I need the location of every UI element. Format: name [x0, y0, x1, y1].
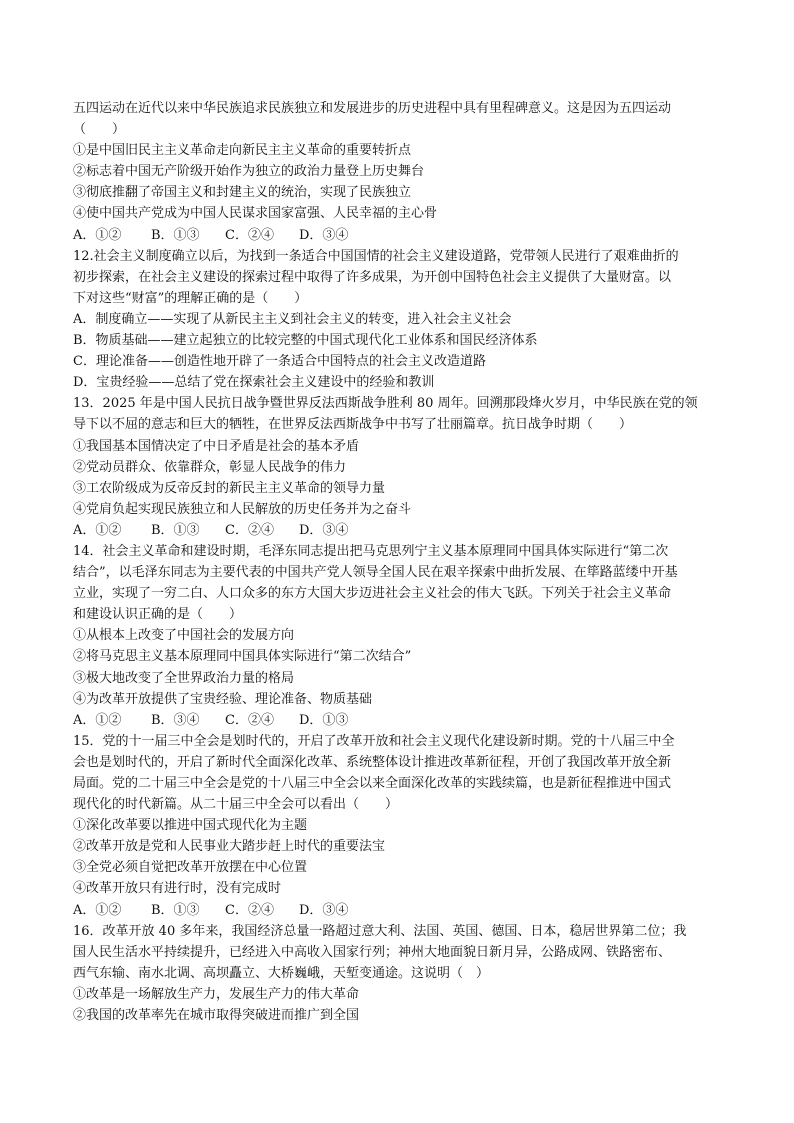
question-stem-line: 会也是划时代的，开启了新时代全面深化改革、系统整体设计推进改革新征程，开创了我国改革开放全新: [73, 754, 672, 770]
statement-3: ③极大地改变了全世界政治力量的格局: [73, 670, 295, 686]
statement-2: ②将马克思主义基本原理同中国具体实际进行“第二次结合”: [73, 649, 412, 665]
option-d[interactable]: D．③④: [299, 522, 349, 538]
answer-options: [73, 710, 725, 731]
question-13: [73, 393, 725, 541]
exam-page: [73, 98, 725, 1026]
statement-3: ③全党必须自觉把改革开放摆在中心位置: [73, 860, 308, 876]
option-c[interactable]: C．理论准备——创造性地开辟了一条适合中国特点的社会主义改造道路: [73, 354, 486, 370]
statement-4: ④为改革开放提供了宝贵经验、理论准备、物质基础: [73, 691, 373, 707]
answer-options: [73, 225, 725, 246]
statement-4: ④改革开放只有进行时，没有完成时: [73, 881, 282, 897]
question-stem-line: 15．党的十一届三中全会是划时代的，开启了改革开放和社会主义现代化建设新时期。党的十八届三中全: [73, 733, 675, 749]
option-b[interactable]: B．①③: [151, 227, 200, 243]
question-stem-line: 12.社会主义制度确立以后，为找到一条适合中国国情的社会主义建设道路，党带领人民进行了艰难曲折的: [73, 248, 679, 264]
statement-4: ④使中国共产党成为中国人民谋求国家富强、人民幸福的主心骨: [73, 206, 438, 222]
option-a[interactable]: A．①②: [73, 712, 122, 728]
option-a[interactable]: A．制度确立——实现了从新民主主义到社会主义的转变，进入社会主义社会: [73, 311, 512, 327]
statement-1: ①深化改革要以推进中国式现代化为主题: [73, 818, 308, 834]
option-c[interactable]: C．②④: [225, 902, 274, 918]
question-stem-line: （ ）: [73, 122, 126, 138]
option-a[interactable]: A．①②: [73, 522, 122, 538]
statement-2: ②标志着中国无产阶级开始作为独立的政治力量登上历史舞台: [73, 164, 425, 180]
option-c[interactable]: C．②④: [225, 522, 274, 538]
statement-3: ③工农阶级成为反帝反封的新民主主义革命的领导力量: [73, 480, 386, 496]
option-b[interactable]: B．物质基础——建立起独立的比较完整的中国式现代化工业体系和国民经济体系: [73, 333, 538, 349]
question-stem-line: 16．改革开放 40 多年来，我国经济总量一路超过意大利、法国、英国、德国、日本，稳居世界第二位；我: [73, 923, 687, 939]
question-stem-line: 导下以不屈的意志和巨大的牺牲，在世界反法西斯战争中书写了壮丽篇章。抗日战争时期（ ）: [73, 417, 633, 433]
statement-1: ①改革是一场解放生产力，发展生产力的伟大革命: [73, 986, 360, 1002]
statement-1: ①是中国旧民主主义革命走向新民主主义革命的重要转折点: [73, 143, 412, 159]
question-12: [73, 246, 725, 394]
question-16: [73, 921, 725, 1026]
option-b[interactable]: B．①③: [151, 522, 200, 538]
question-stem-line: 西气东输、南水北调、高坝矗立、大桥巍峨，天堑变通途。这说明（ ）: [73, 965, 490, 981]
option-b[interactable]: B．③④: [151, 712, 200, 728]
answer-options: [73, 520, 725, 541]
question-14: [73, 541, 725, 731]
question-stem-line: 国人民生活水平持续提升，已经进入中高收入国家行列；神州大地面貌日新月异，公路成网、铁路密布、: [73, 944, 672, 960]
question-stem-line: 14．社会主义革命和建设时期，毛泽东同志提出把马克思列宁主义基本原理同中国具体实际进行“第二次: [73, 543, 669, 559]
question-stem-line: 和建设认识正确的是（ ）: [73, 607, 243, 623]
statement-4: ④党肩负起实现民族独立和人民解放的历史任务并为之奋斗: [73, 501, 412, 517]
statement-2: ②党动员群众、依靠群众，彰显人民战争的伟力: [73, 459, 347, 475]
question-stem-line: 五四运动在近代以来中华民族追求民族独立和发展进步的历史进程中具有里程碑意义。这是因为五四运动: [73, 101, 672, 116]
option-d[interactable]: D．①③: [299, 712, 349, 728]
answer-options: [73, 900, 725, 921]
question-15: [73, 731, 725, 921]
question-stem-line: 初步探索，在社会主义建设的探索过程中取得了许多成果，为开创中国特色社会主义提供了大量财富。以: [73, 269, 672, 285]
statement-1: ①从根本上改变了中国社会的发展方向: [73, 628, 295, 644]
option-b[interactable]: B．①③: [151, 902, 200, 918]
question-stem-line: 13．2025 年是中国人民抗日战争暨世界反法西斯战争胜利 80 周年。回溯那段烽火岁月，中华民族在党的领: [73, 396, 698, 412]
option-d[interactable]: D．宝贵经验——总结了党在探索社会主义建设中的经验和教训: [73, 375, 435, 391]
option-a[interactable]: A．①②: [73, 902, 122, 918]
option-a[interactable]: A．①②: [73, 227, 122, 243]
option-d[interactable]: D．③④: [299, 227, 349, 243]
question-11: [73, 98, 725, 246]
option-d[interactable]: D．③④: [299, 902, 349, 918]
statement-3: ③彻底推翻了帝国主义和封建主义的统治，实现了民族独立: [73, 185, 412, 201]
statement-1: ①我国基本国情决定了中日矛盾是社会的基本矛盾: [73, 438, 360, 454]
option-c[interactable]: C．②④: [225, 227, 274, 243]
question-stem-line: 下对这些“财富”的理解正确的是（ ）: [73, 290, 308, 306]
question-stem-line: 现代化的时代新篇。从二十届三中全会可以看出（ ）: [73, 797, 399, 813]
question-stem-line: 立业，实现了一穷二白、人口众多的东方大国大步迈进社会主义社会的伟大飞跃。下列关于社会主义革命: [73, 586, 672, 602]
statement-2: ②改革开放是党和人民事业大踏步赶上时代的重要法宝: [73, 839, 386, 855]
question-stem-line: 结合”，以毛泽东同志为主要代表的中国共产党人领导全国人民在艰辛探索中曲折发展、在筚路蓝缕中开基: [73, 565, 678, 581]
question-stem-line: 局面。党的二十届三中全会是党的十八届三中全会以来全面深化改革的实践续篇，也是新征程推进中国式: [73, 776, 672, 791]
option-c[interactable]: C．②④: [225, 712, 274, 728]
statement-2: ②我国的改革率先在城市取得突破进而推广到全国: [73, 1008, 360, 1024]
